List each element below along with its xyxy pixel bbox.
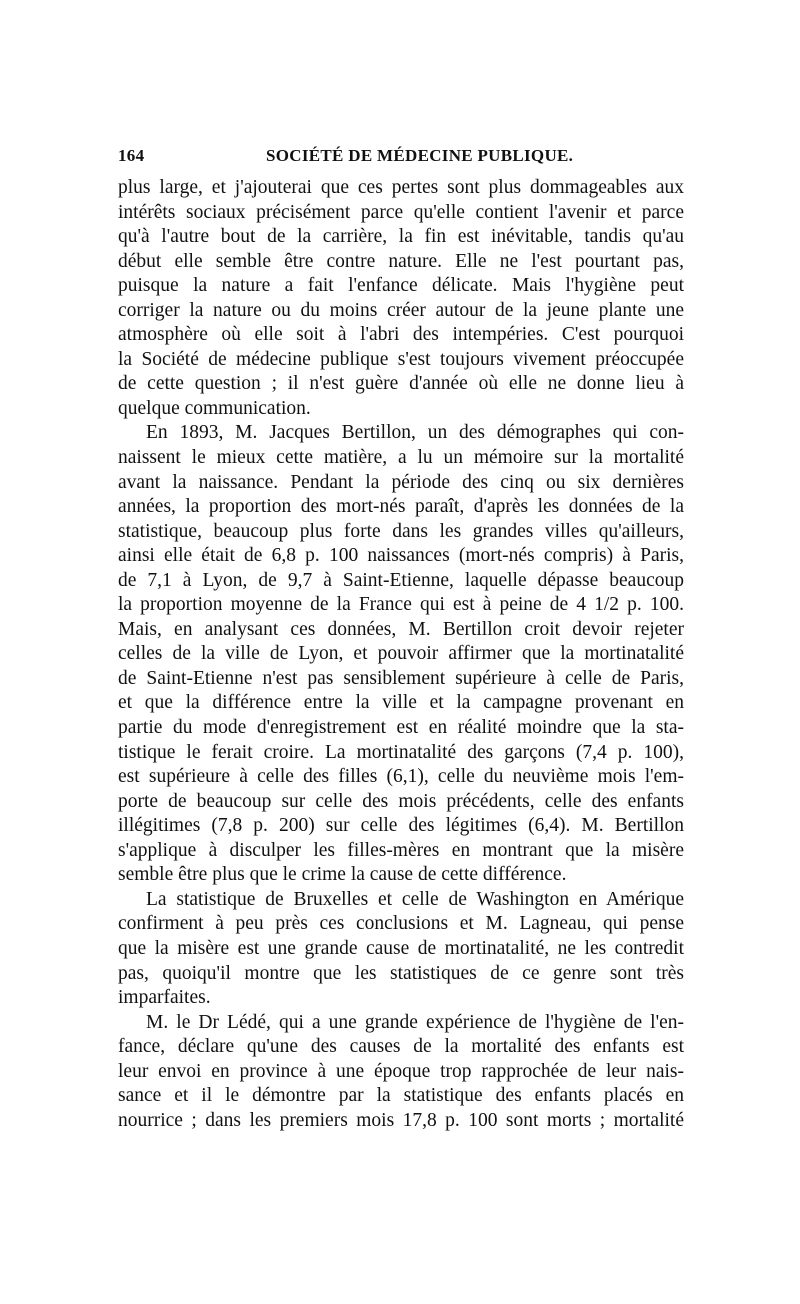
text-line: atmosphère où elle soit à l'abri des intempéries. C'est pourquoi xyxy=(118,324,684,346)
text-line: que la misère est une grande cause de mortinatalité, ne les contredit xyxy=(118,937,684,959)
text-line: statistique, beaucoup plus forte dans les grandes villes qu'ailleurs, xyxy=(118,520,684,542)
text-line: sance et il le démontre par la statistique des enfants placés en xyxy=(118,1085,684,1107)
text-line: corriger la nature ou du moins créer autour de la jeune plante une xyxy=(118,299,684,321)
text-line: celles de la ville de Lyon, et pouvoir affirmer que la mortinatalité xyxy=(118,643,684,665)
text-line: est supérieure à celle des filles (6,1), celle du neuvième mois l'em- xyxy=(118,766,684,788)
text-line: de cette question ; il n'est guère d'année où elle ne donne lieu à xyxy=(118,373,684,395)
text-line: s'applique à disculper les filles-mères en montrant que la misère xyxy=(118,839,684,861)
text-line: tistique le ferait croire. La mortinatalité des garçons (7,4 p. 100), xyxy=(118,741,684,763)
text-line: la Société de médecine publique s'est toujours vivement préoccupée xyxy=(118,348,684,370)
text-line: partie du mode d'enregistrement est en réalité moindre que la sta- xyxy=(118,717,684,739)
text-line: plus large, et j'ajouterai que ces pertes sont plus dommageables aux xyxy=(118,177,684,198)
paragraph-first-line: En 1893, M. Jacques Bertillon, un des démographes qui con- xyxy=(146,422,684,444)
text-line: Mais, en analysant ces données, M. Bertillon croit devoir rejeter xyxy=(118,618,684,640)
text-line: et que la différence entre la ville et la campagne provenant en xyxy=(118,692,684,714)
text-line: leur envoi en province à une époque trop rapprochée de leur nais- xyxy=(118,1060,684,1082)
text-line: confirment à peu près ces conclusions et M. Lagneau, qui pense xyxy=(118,913,684,935)
text-line: ainsi elle était de 6,8 p. 100 naissances (mort-nés compris) à Paris, xyxy=(118,545,684,567)
text-line: de Saint-Etienne n'est pas sensiblement supérieure à celle de Paris, xyxy=(118,667,684,689)
running-title: SOCIÉTÉ DE MÉDECINE PUBLIQUE. xyxy=(266,146,574,165)
text-line: début elle semble être contre nature. Elle ne l'est pourtant pas, xyxy=(118,250,684,272)
page-header xyxy=(118,146,684,170)
text-line: qu'à l'autre bout de la carrière, la fin est inévitable, tandis qu'au xyxy=(118,226,684,248)
text-line: porte de beaucoup sur celle des mois précédents, celle des enfants xyxy=(118,790,684,812)
text-line: de 7,1 à Lyon, de 9,7 à Saint-Etienne, laquelle dépasse beaucoup xyxy=(118,569,684,591)
text-line: avant la naissance. Pendant la période des cinq ou six dernières xyxy=(118,471,684,493)
text-line: illégitimes (7,8 p. 200) sur celle des légitimes (6,4). M. Bertillon xyxy=(118,815,684,837)
text-line: la proportion moyenne de la France qui est à peine de 4 1/2 p. 100. xyxy=(118,594,684,616)
text-line: semble être plus que le crime la cause de cette différence. xyxy=(118,864,567,886)
text-line: fance, déclare qu'une des causes de la mortalité des enfants est xyxy=(118,1036,684,1058)
text-line: imparfaites. xyxy=(118,987,211,1009)
text-line: pas, quoiqu'il montre que les statistiques de ce genre sont très xyxy=(118,962,684,984)
text-line: nourrice ; dans les premiers mois 17,8 p. 100 sont morts ; mortalité xyxy=(118,1109,684,1131)
text-line: naissent le mieux cette matière, a lu un mémoire sur la mortalité xyxy=(118,447,684,469)
paragraph-first-line: M. le Dr Lédé, qui a une grande expérience de l'hygiène de l'en- xyxy=(146,1011,684,1033)
text-line: quelque communication. xyxy=(118,397,311,419)
page-number: 164 xyxy=(118,146,145,165)
paragraph-first-line: La statistique de Bruxelles et celle de Washington en Amérique xyxy=(146,888,684,910)
body-text xyxy=(118,176,684,1133)
text-line: puisque la nature a fait l'enfance délicate. Mais l'hygiène peut xyxy=(118,275,684,297)
text-line: intérêts sociaux précisément parce qu'elle contient l'avenir et parce xyxy=(118,201,684,223)
text-line: années, la proportion des mort-nés paraît, d'après les données de la xyxy=(118,496,684,518)
